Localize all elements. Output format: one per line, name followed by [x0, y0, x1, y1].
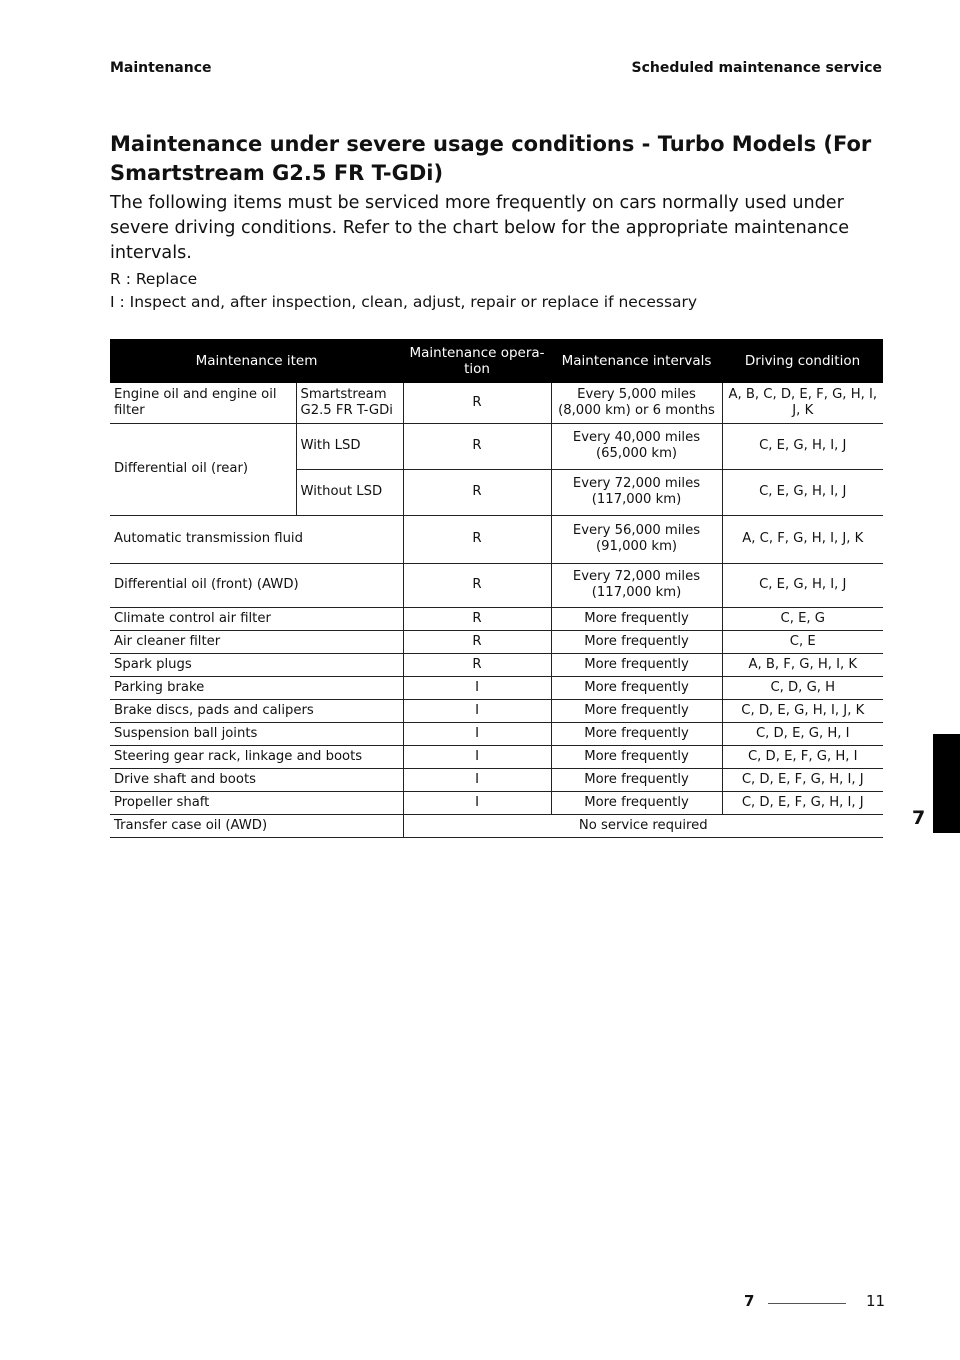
chapter-tab-label: 7	[912, 807, 926, 829]
item-cell: Propeller shaft	[110, 791, 403, 814]
item-cell: Engine oil and engine oil filter	[110, 383, 296, 423]
table-row	[110, 563, 883, 607]
interval-cell: More frequently	[551, 745, 722, 768]
condition-cell: C, D, E, G, H, I	[722, 722, 883, 745]
item-cell: Drive shaft and boots	[110, 768, 403, 791]
item-cell: Steering gear rack, linkage and boots	[110, 745, 403, 768]
operation-cell: R	[403, 630, 551, 653]
item-cell: Differential oil (front) (AWD)	[110, 563, 403, 607]
operation-cell: R	[403, 383, 551, 423]
maintenance-table	[110, 339, 883, 838]
table-row	[110, 791, 883, 814]
footer-divider	[768, 1303, 846, 1304]
header-section-title: Maintenance	[110, 60, 212, 76]
interval-cell: More frequently	[551, 630, 722, 653]
table-header-row	[110, 339, 883, 383]
legend	[110, 268, 890, 314]
item-cell: Spark plugs	[110, 653, 403, 676]
table-row	[110, 768, 883, 791]
legend-inspect: I : Inspect and, after inspection, clean, adjust, repair or replace if necessary	[110, 293, 698, 311]
interval-cell: More frequently	[551, 699, 722, 722]
header-chapter-title: Scheduled maintenance service	[631, 60, 882, 76]
operation-cell: R	[403, 563, 551, 607]
condition-cell: C, D, G, H	[722, 676, 883, 699]
chapter-thumb-tab	[933, 734, 960, 833]
interval-cell: More frequently	[551, 653, 722, 676]
table-row	[110, 630, 883, 653]
operation-cell: I	[403, 791, 551, 814]
interval-cell: Every 40,000 miles (65,000 km)	[551, 423, 722, 469]
operation-cell: R	[403, 607, 551, 630]
condition-cell: C, D, E, F, G, H, I	[722, 745, 883, 768]
condition-cell: C, E, G	[722, 607, 883, 630]
operation-cell: R	[403, 423, 551, 469]
condition-cell: C, D, E, F, G, H, I, J	[722, 791, 883, 814]
interval-cell: More frequently	[551, 676, 722, 699]
operation-cell: I	[403, 722, 551, 745]
condition-cell: A, C, F, G, H, I, J, K	[722, 515, 883, 563]
table-row	[110, 383, 883, 423]
table-row	[110, 607, 883, 630]
interval-cell: Every 72,000 miles (117,000 km)	[551, 469, 722, 515]
legend-replace: R : Replace	[110, 270, 198, 288]
operation-cell: I	[403, 676, 551, 699]
operation-cell: R	[403, 515, 551, 563]
intro-paragraph: The following items must be serviced more frequently on cars normally used under severe driving conditions. Refer to the chart below for the appropriate maintenance intervals.	[110, 193, 850, 263]
table-row	[110, 515, 883, 563]
condition-cell: C, E, G, H, I, J	[722, 469, 883, 515]
header-driving-condition: Driving condition	[722, 339, 883, 383]
header-maintenance-item: Maintenance item	[110, 339, 403, 383]
interval-cell: More frequently	[551, 722, 722, 745]
header-maintenance-operation: Maintenance opera-tion	[403, 339, 551, 383]
interval-cell: More frequently	[551, 607, 722, 630]
item-cell: Suspension ball joints	[110, 722, 403, 745]
condition-cell: C, E	[722, 630, 883, 653]
interval-cell: More frequently	[551, 768, 722, 791]
condition-cell: C, E, G, H, I, J	[722, 423, 883, 469]
condition-cell: C, D, E, G, H, I, J, K	[722, 699, 883, 722]
sub-item-cell: With LSD	[296, 423, 403, 469]
interval-cell: More frequently	[551, 791, 722, 814]
condition-cell: C, E, G, H, I, J	[722, 563, 883, 607]
interval-cell: Every 56,000 miles (91,000 km)	[551, 515, 722, 563]
operation-cell: I	[403, 768, 551, 791]
page-title: Maintenance under severe usage conditions - Turbo Models (For Smartstream G2.5 FR T-GDi)	[110, 132, 872, 185]
operation-cell: I	[403, 699, 551, 722]
item-cell: Automatic transmission fluid	[110, 515, 403, 563]
condition-cell: C, D, E, F, G, H, I, J	[722, 768, 883, 791]
no-service-note: No service required	[403, 814, 883, 837]
table-row	[110, 676, 883, 699]
table-row	[110, 423, 883, 469]
item-cell: Differential oil (rear)	[110, 423, 296, 515]
table-row	[110, 699, 883, 722]
table-row	[110, 722, 883, 745]
item-cell: Climate control air filter	[110, 607, 403, 630]
sub-item-cell: Without LSD	[296, 469, 403, 515]
item-cell: Transfer case oil (AWD)	[110, 814, 403, 837]
item-cell: Brake discs, pads and calipers	[110, 699, 403, 722]
item-cell: Air cleaner filter	[110, 630, 403, 653]
table-row	[110, 653, 883, 676]
operation-cell: I	[403, 745, 551, 768]
table-row	[110, 745, 883, 768]
operation-cell: R	[403, 653, 551, 676]
table-row	[110, 814, 883, 837]
interval-cell: Every 5,000 miles (8,000 km) or 6 months	[551, 383, 722, 423]
footer-page-number: 11	[866, 1292, 886, 1310]
sub-item-cell: Smartstream G2.5 FR T-GDi	[296, 383, 403, 423]
footer-section-number: 7	[744, 1292, 755, 1310]
condition-cell: A, B, C, D, E, F, G, H, I, J, K	[722, 383, 883, 423]
interval-cell: Every 72,000 miles (117,000 km)	[551, 563, 722, 607]
item-cell: Parking brake	[110, 676, 403, 699]
operation-cell: R	[403, 469, 551, 515]
condition-cell: A, B, F, G, H, I, K	[722, 653, 883, 676]
header-maintenance-intervals: Maintenance intervals	[551, 339, 722, 383]
